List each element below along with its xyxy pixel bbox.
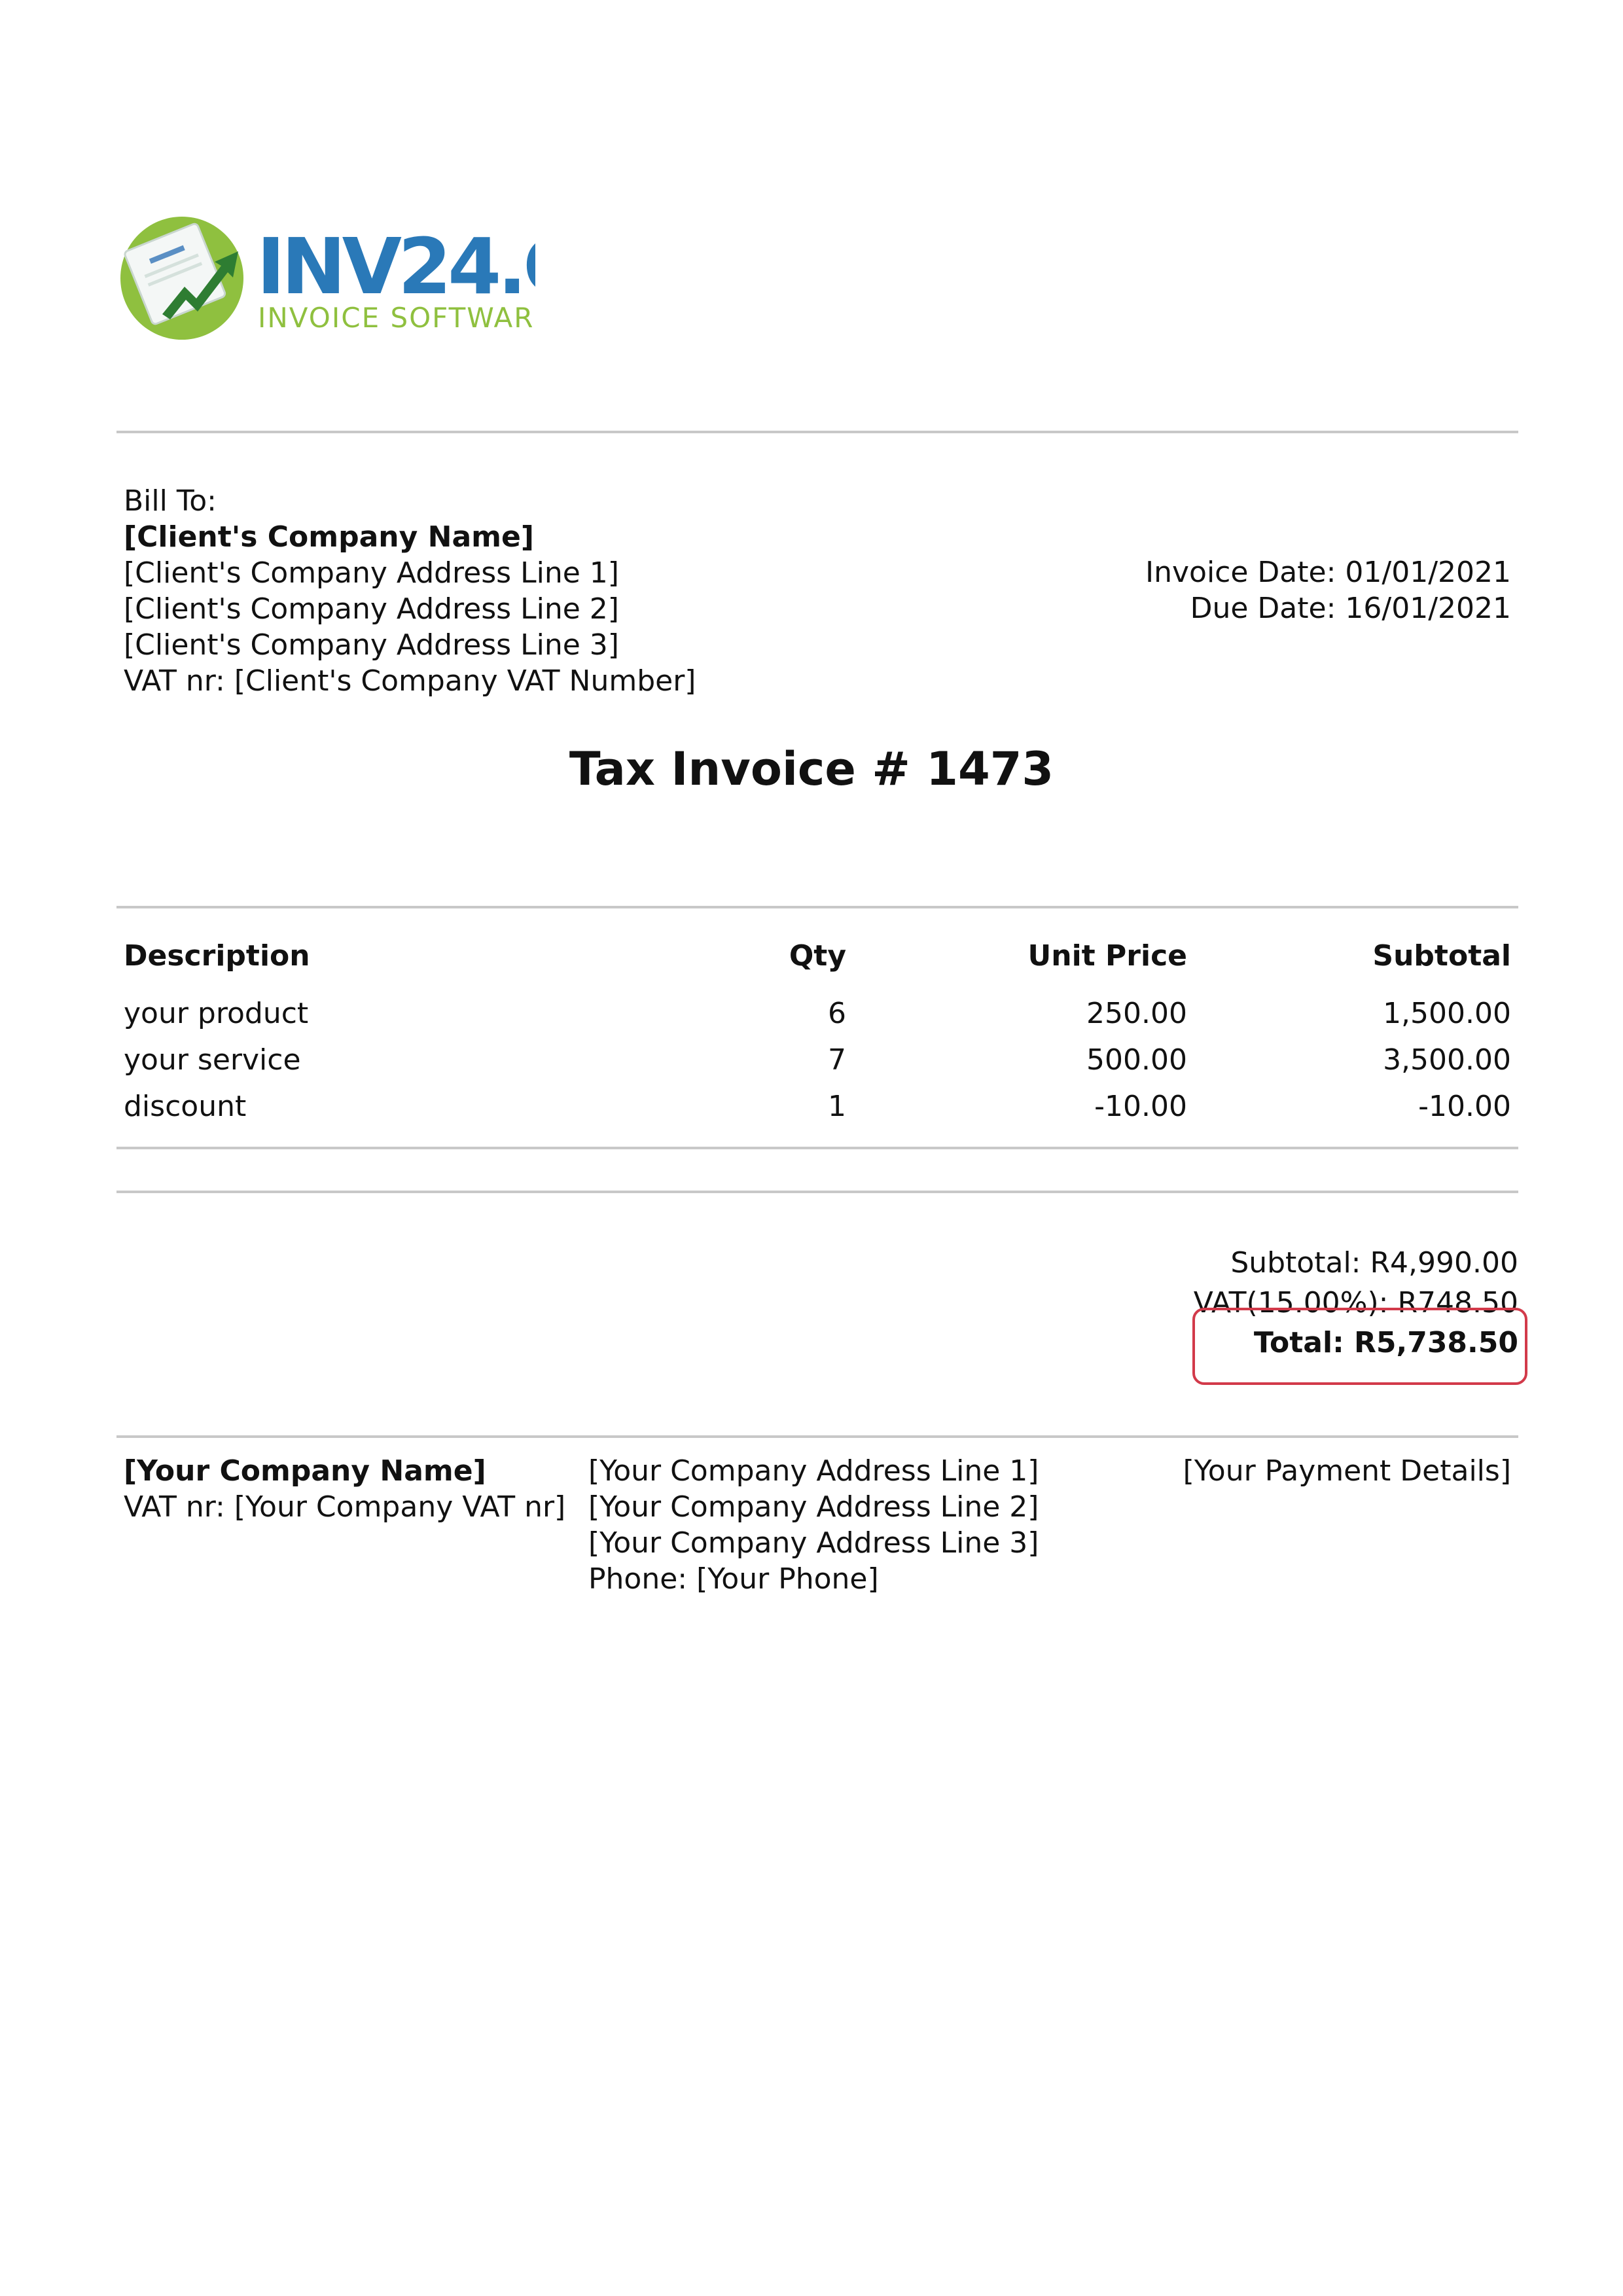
- client-address-line-2: [Client's Company Address Line 2]: [124, 592, 619, 626]
- table-row: [124, 1042, 1511, 1088]
- item-description: your service: [124, 1043, 301, 1077]
- item-qty: 6: [828, 997, 846, 1030]
- item-description: discount: [124, 1090, 247, 1123]
- item-subtotal: 3,500.00: [1383, 1043, 1511, 1077]
- divider: [116, 1191, 1518, 1193]
- header-description: Description: [124, 939, 310, 973]
- totals-subtotal: Subtotal: R4,990.00: [1230, 1246, 1518, 1280]
- divider: [116, 431, 1518, 433]
- items-table: [124, 938, 1511, 1135]
- header-qty: Qty: [789, 939, 846, 973]
- total-highlight: [1192, 1308, 1527, 1385]
- header-subtotal: Subtotal: [1372, 939, 1511, 973]
- item-qty: 7: [828, 1043, 846, 1077]
- item-unit-price: 500.00: [1086, 1043, 1187, 1077]
- your-address-line-3: [Your Company Address Line 3]: [588, 1526, 1039, 1560]
- client-address-line-1: [Client's Company Address Line 1]: [124, 556, 619, 590]
- table-header: [124, 938, 1511, 996]
- bill-to-block: [124, 483, 696, 699]
- your-address-line-2: [Your Company Address Line 2]: [588, 1490, 1039, 1524]
- client-address-line-3: [Client's Company Address Line 3]: [124, 628, 619, 662]
- logo-subtitle: INVOICE SOFTWARE: [258, 302, 535, 334]
- item-unit-price: -10.00: [1094, 1090, 1187, 1123]
- item-unit-price: 250.00: [1086, 997, 1187, 1030]
- company-logo: [116, 209, 535, 347]
- your-address-line-1: [Your Company Address Line 1]: [588, 1454, 1039, 1488]
- your-company-name: [Your Company Name]: [124, 1454, 486, 1488]
- footer-address: [588, 1453, 1039, 1597]
- item-subtotal: 1,500.00: [1383, 997, 1511, 1030]
- your-phone: Phone: [Your Phone]: [588, 1562, 879, 1596]
- totals-total: Total: R5,738.50: [1253, 1326, 1518, 1359]
- item-subtotal: -10.00: [1418, 1090, 1511, 1123]
- item-description: your product: [124, 997, 309, 1030]
- payment-details: [Your Payment Details]: [1183, 1454, 1511, 1488]
- client-vat: VAT nr: [Client's Company VAT Number]: [124, 664, 696, 698]
- footer-company: [124, 1453, 565, 1525]
- your-company-vat: VAT nr: [Your Company VAT nr]: [124, 1490, 566, 1524]
- divider: [116, 906, 1518, 908]
- invoice-title: Tax Invoice # 1473: [569, 742, 1054, 796]
- footer-payment: [1183, 1453, 1511, 1489]
- bill-to-label: Bill To:: [124, 484, 217, 518]
- client-company-name: [Client's Company Name]: [124, 520, 534, 554]
- logo-title: INV24.: [257, 221, 524, 312]
- totals-vat: VAT(15.00%): R748.50: [1193, 1286, 1518, 1319]
- invoice-dates: [1145, 554, 1511, 626]
- header-unit-price: Unit Price: [1027, 939, 1187, 973]
- divider: [116, 1147, 1518, 1149]
- table-row: [124, 1088, 1511, 1135]
- table-row: [124, 996, 1511, 1042]
- item-qty: 1: [828, 1090, 846, 1123]
- due-date: Due Date: 16/01/2021: [1190, 592, 1511, 625]
- invoice-date: Invoice Date: 01/01/2021: [1145, 556, 1511, 589]
- divider: [116, 1435, 1518, 1438]
